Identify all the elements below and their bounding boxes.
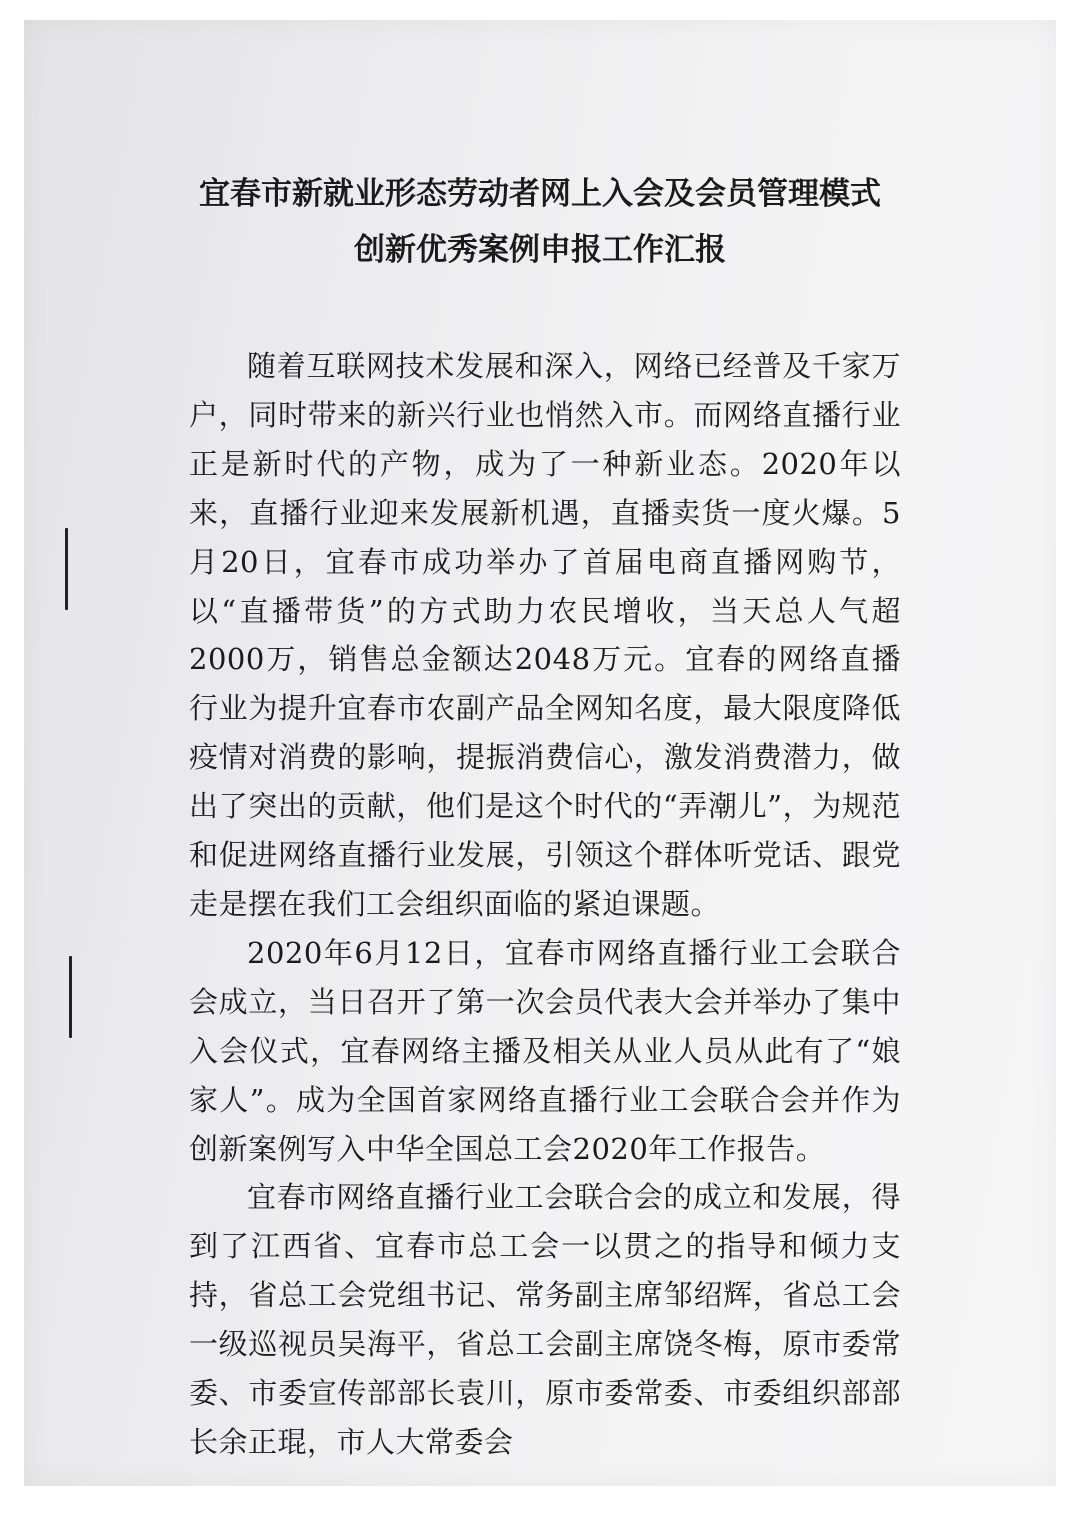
document-title-line-2: 创新优秀案例申报工作汇报 — [354, 232, 726, 268]
document-body — [189, 342, 901, 1467]
paragraph-1: 随着互联网技术发展和深入，网络已经普及千家万户，同时带来的新兴行业也悄然入市。而网络直播行业正是新时代的产物，成为了一种新业态。2020年以来，直播行业迎来发展新机遇，直播卖货一度火爆。5月20日，宜春市成功举办了首届电商直播网购节，以“直播带货”的方式助力农民增收，当天总人气超2000万，销售总金额达2048万元。宜春的网络直播行业为提升宜春市农副产品全网知名度，最大限度降低疫情对消费的影响，提振消费信心，激发消费潜力，做出了突出的贡献，他们是这个时代的“弄潮儿”，为规范和促进网络直播行业发展，引领这个群体听党话、跟党走是摆在我们工会组织面临的紧迫课题。 — [189, 349, 901, 921]
margin-pen-mark — [65, 528, 68, 610]
document-title-line-1: 宜春市新就业形态劳动者网上入会及会员管理模式 — [199, 176, 881, 212]
paragraph-2: 2020年6月12日，宜春市网络直播行业工会联合会成立，当日召开了第一次会员代表大会并举办了集中入会仪式，宜春网络主播及相关从业人员从此有了“娘家人”。成为全国首家网络直播行业工会联合会并作为创新案例写入中华全国总工会2020年工作报告。 — [189, 935, 901, 1166]
margin-pen-mark — [69, 956, 72, 1038]
document-page — [24, 20, 1056, 1486]
paragraph-3: 宜春市网络直播行业工会联合会的成立和发展，得到了江西省、宜春市总工会一以贯之的指导和倾力支持，省总工会党组书记、常务副主席邹绍辉，省总工会一级巡视员吴海平，省总工会副主席饶冬梅，原市委常委、市委宣传部部长袁川，原市委常委、市委组织部部长余正琨，市人大常委会 — [189, 1180, 901, 1459]
